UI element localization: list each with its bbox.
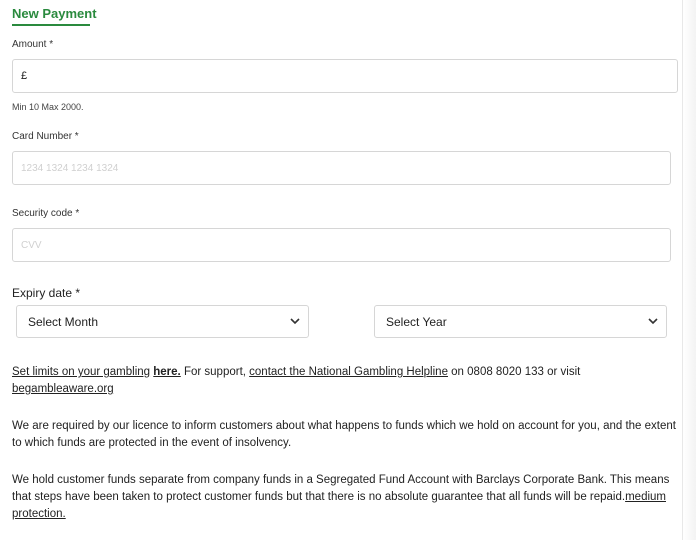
amount-value: £ [21,70,28,82]
expiry-year-value: Select Year [386,314,447,329]
tab-active-indicator [12,24,90,26]
card-number-label: Card Number * [12,131,79,142]
expiry-month-select[interactable] [16,305,309,338]
responsible-gambling-text: Set limits on your gambling here. For support, contact the National Gambling Helpline on 0808 8020 133 or visit begambleaware.org [12,366,581,395]
begambleaware-link[interactable]: begambleaware.org [12,383,114,395]
licence-text: We are required by our licence to inform customers about what happens to funds which we hold on account for you, and the extent to which funds are protected in the event of insolvency. [12,420,676,449]
chevron-down-icon [290,317,300,327]
security-code-input[interactable] [21,240,670,251]
amount-field[interactable] [12,59,678,93]
card-number-field[interactable] [12,151,671,185]
card-number-input[interactable] [21,163,670,174]
here-link[interactable]: here. [153,366,181,378]
medium-protection-link[interactable]: medium protection. [12,491,666,520]
set-limits-link[interactable]: Set limits on your gambling [12,366,151,378]
expiry-year-select[interactable] [374,305,667,338]
page-edge [682,0,696,540]
helpline-link[interactable]: contact the National Gambling Helpline [249,366,448,378]
tab-new-payment[interactable]: New Payment [12,6,97,21]
security-code-field[interactable] [12,228,671,262]
chevron-down-icon [648,317,658,327]
expiry-month-value: Select Month [28,314,99,329]
expiry-date-label: Expiry date * [12,286,81,300]
security-code-label: Security code * [12,208,80,219]
amount-hint: Min 10 Max 2000. [12,102,84,112]
segregated-funds-text: We hold customer funds separate from company funds in a Segregated Fund Account with Barclays Corporate Bank. This means that steps have been taken to protect customer funds but that there is no absolute guarantee that all funds will be repaid.medium protection. [12,474,670,520]
amount-label: Amount * [12,39,54,50]
